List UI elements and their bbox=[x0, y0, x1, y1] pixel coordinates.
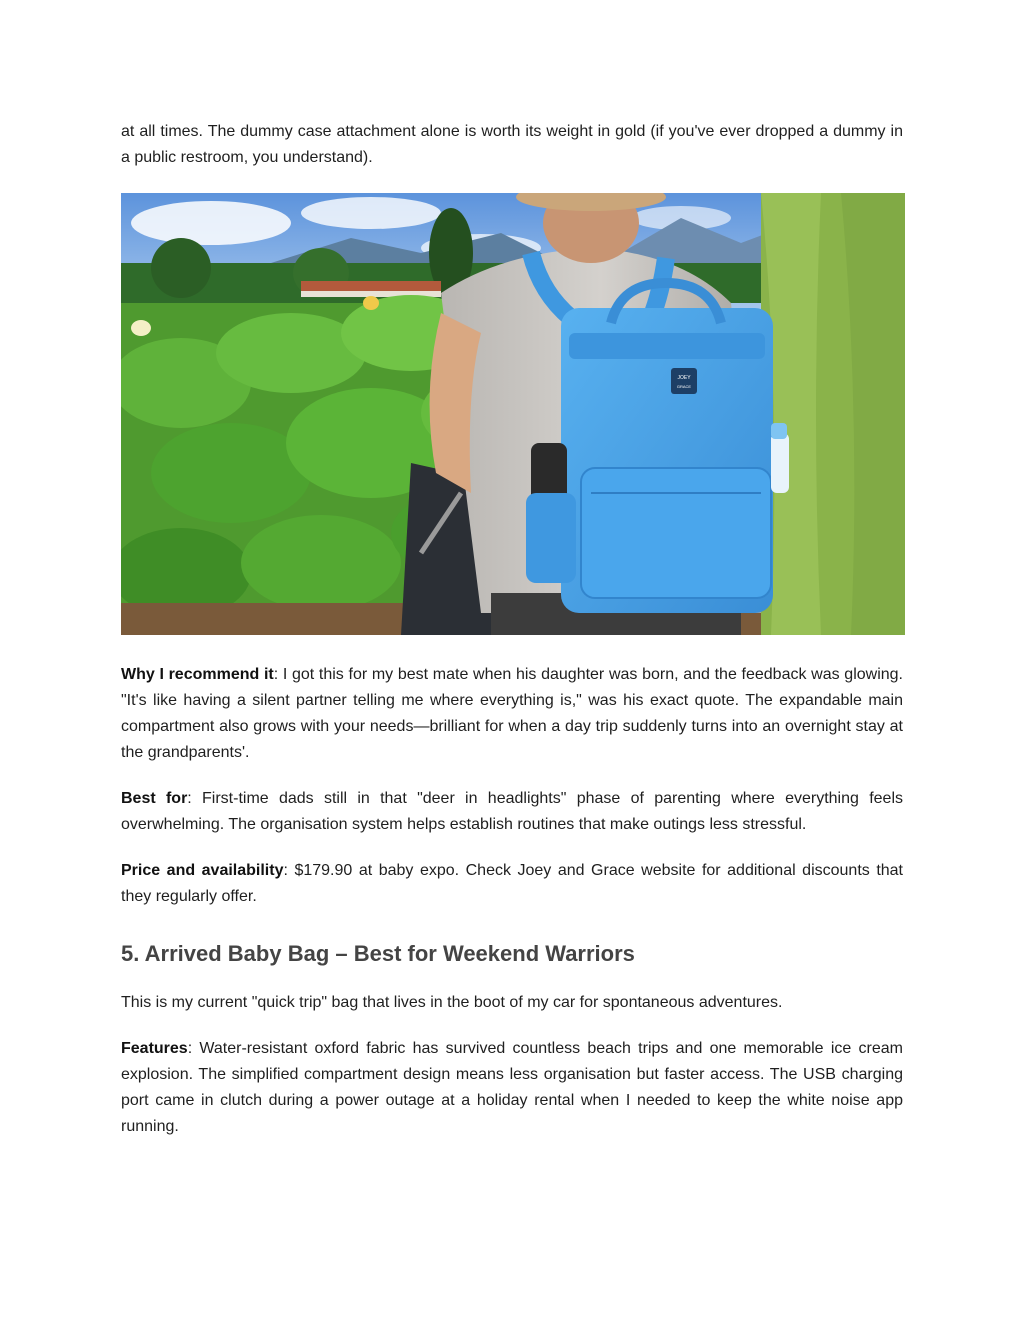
features-label: Features bbox=[121, 1040, 188, 1057]
recommend-label: Why I recommend it bbox=[121, 666, 274, 683]
best-for-label: Best for bbox=[121, 790, 188, 807]
price-text: : $179.90 at baby expo. Check Joey and Grace website for additional discounts that they regularly offer. bbox=[121, 862, 904, 905]
bag-label-bottom: GRACE bbox=[676, 384, 692, 389]
best-for-text: : First-time dads still in that "deer in headlights" phase of parenting where everything feels overwhelming. The organisation system helps establish routines that make outings less stressful. bbox=[121, 790, 903, 833]
intro-paragraph: at all times. The dummy case attachment alone is worth its weight in gold (if you've ever dropped a dummy in a public restroom, you understand). bbox=[121, 123, 903, 166]
article-page bbox=[121, 119, 903, 1160]
bag-label-top: JOEY bbox=[677, 375, 691, 381]
recommend-text: : I got this for my best mate when his daughter was born, and the feedback was glowing. "It's like having a silent partner telling me where everything is," was his exact quote. The expandable main compartment also grows with your needs—brilliant for when a day trip suddenly turns into an overnight stay at the grandparents'. bbox=[121, 666, 903, 761]
features-text: : Water-resistant oxford fabric has survived countless beach trips and one memorable ice cream explosion. The simplified compartment design means less organisation but faster access. The USB charging port came in clutch during a power outage at a holiday rental when I needed to keep the white noise app running. bbox=[121, 1040, 903, 1135]
section-intro-paragraph: This is my current "quick trip" bag that lives in the boot of my car for spontaneous adventures. bbox=[121, 994, 783, 1011]
price-label: Price and availability bbox=[121, 862, 284, 879]
section-heading: 5. Arrived Baby Bag – Best for Weekend Warriors bbox=[121, 941, 635, 966]
recommend-paragraph bbox=[121, 662, 903, 766]
price-paragraph bbox=[121, 858, 903, 910]
backpack-photo bbox=[121, 193, 905, 635]
features-paragraph bbox=[121, 1036, 903, 1140]
best-for-paragraph bbox=[121, 786, 903, 838]
